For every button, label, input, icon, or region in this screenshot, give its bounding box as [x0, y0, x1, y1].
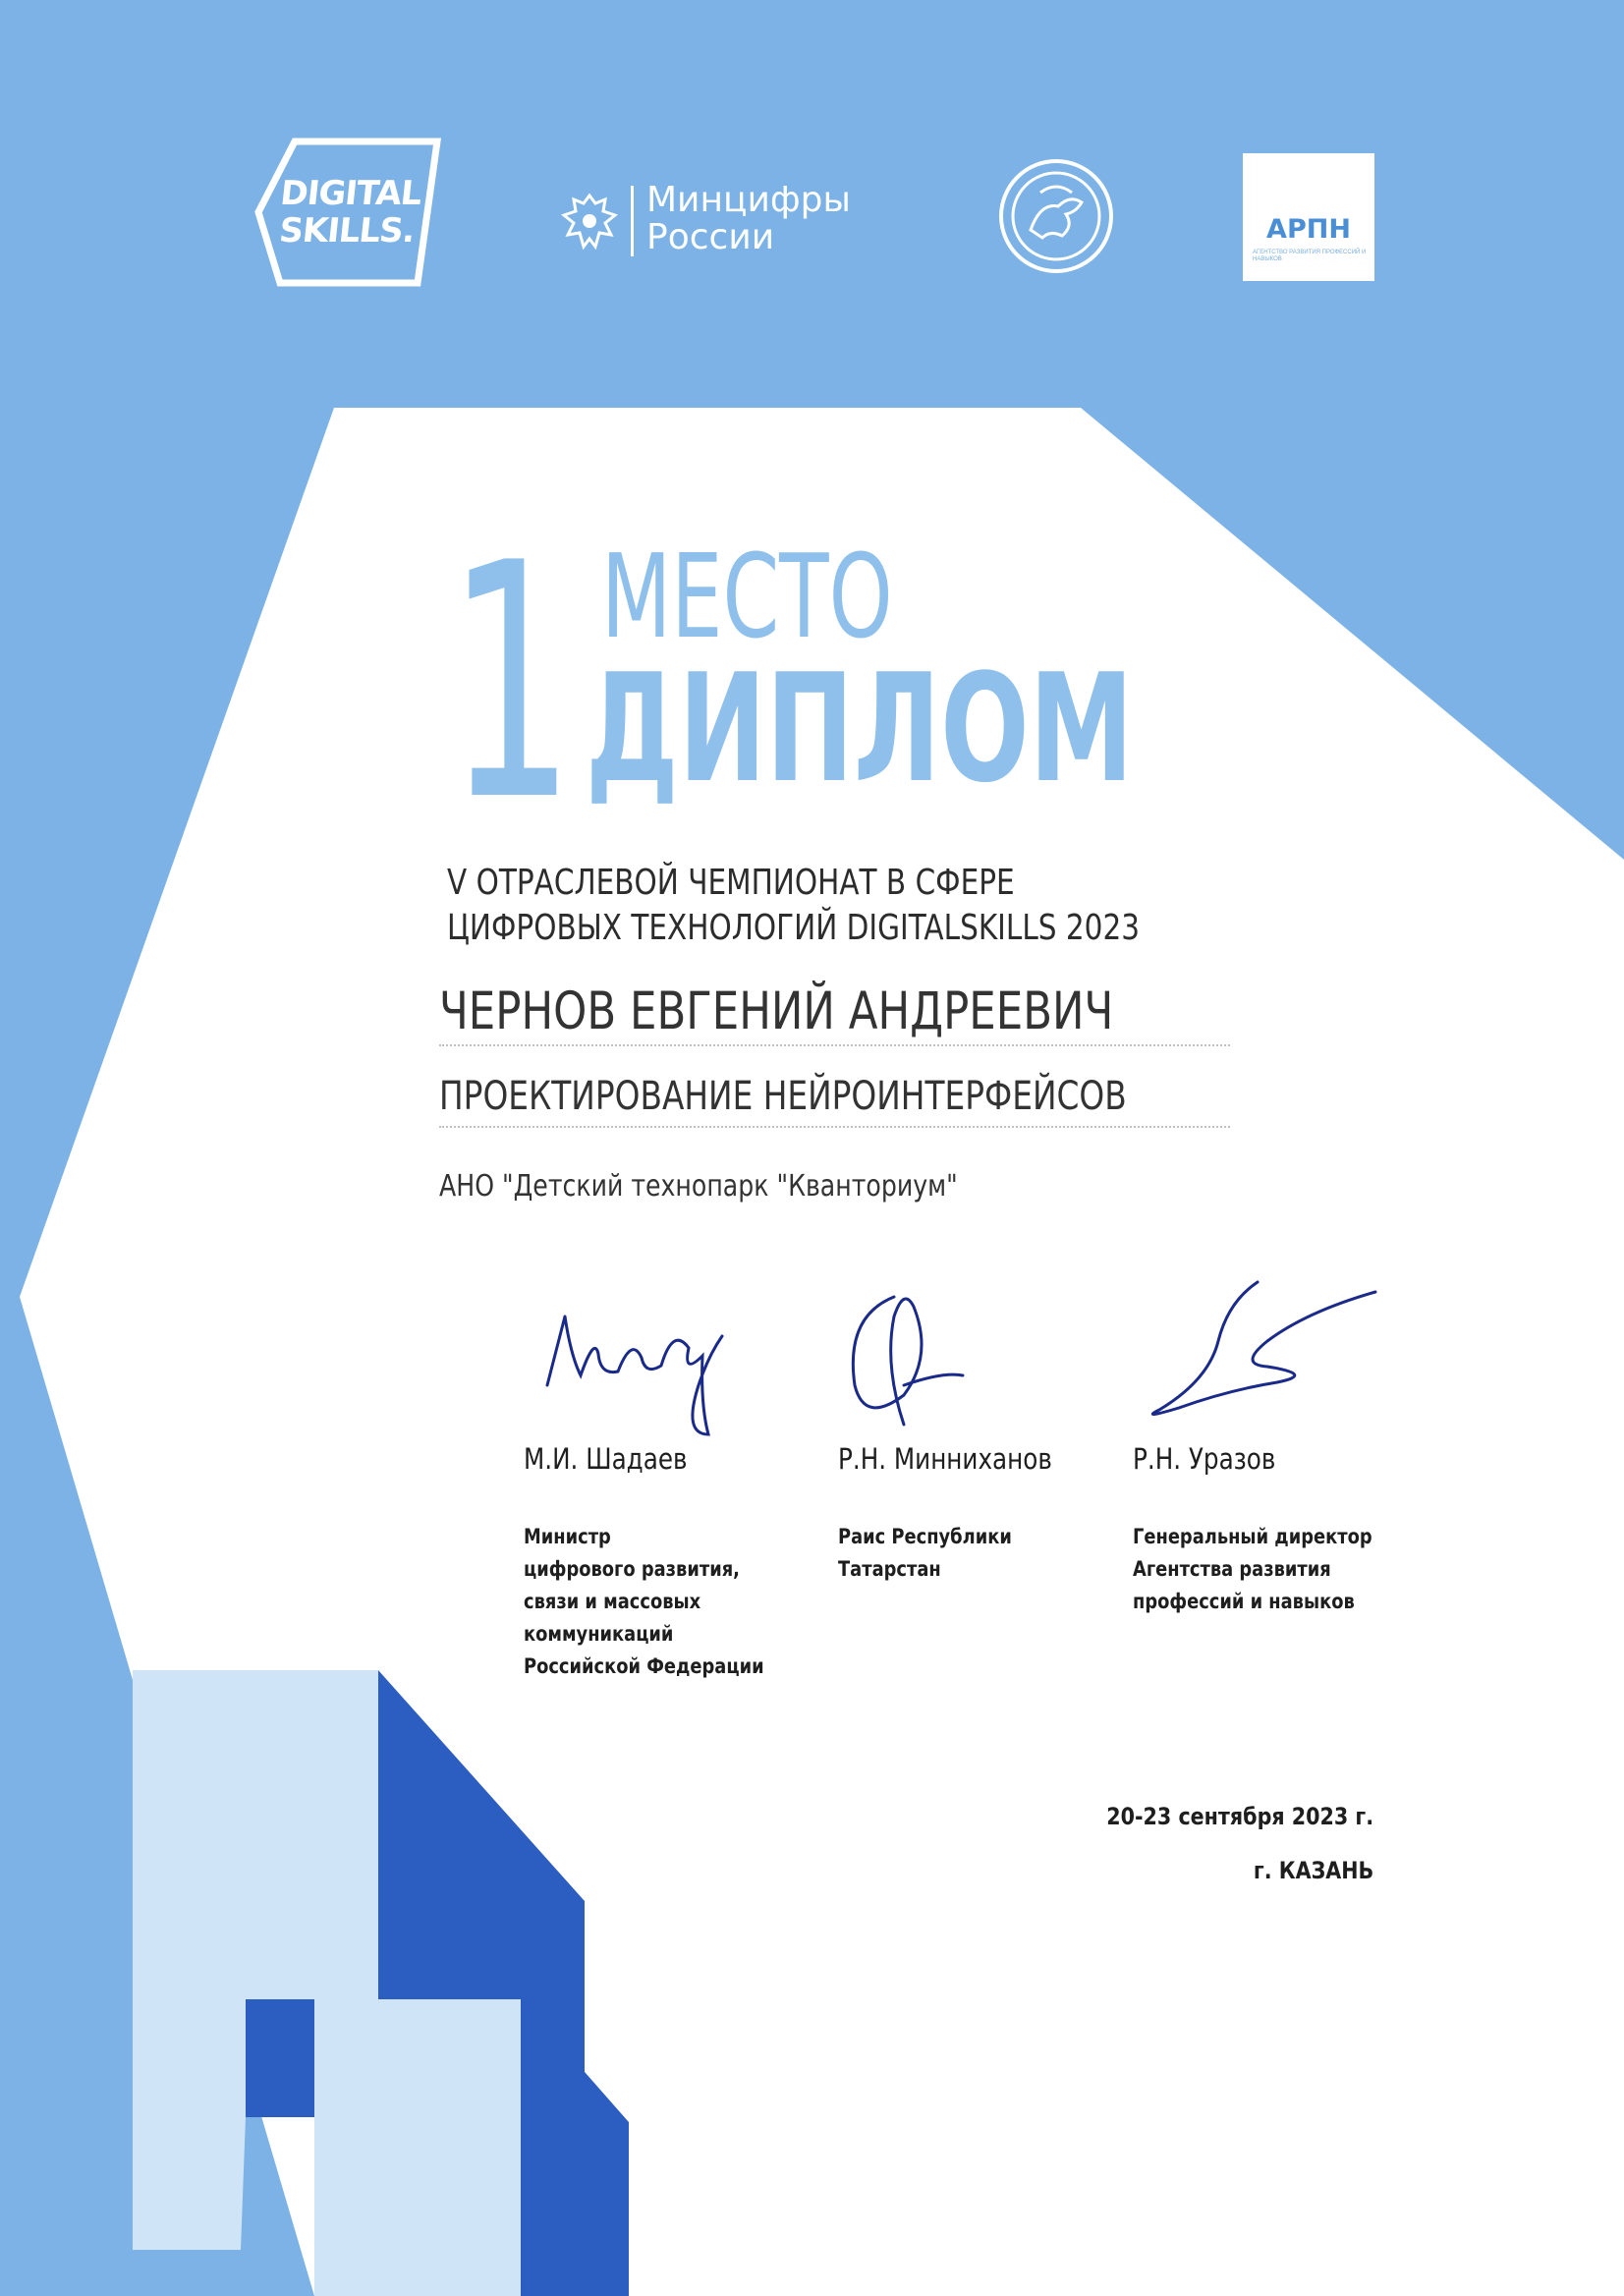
place-word: МЕСТО — [601, 529, 893, 664]
signature-shadaev — [535, 1297, 742, 1449]
signatory-1-role-line: Министр — [524, 1525, 611, 1548]
recipient-organization: АНО "Детский технопарк "Кванториум" — [439, 1169, 958, 1204]
event-date: 20-23 сентября 2023 г. — [1106, 1803, 1373, 1830]
arpn-subtitle: АГЕНТСТВО РАЗВИТИЯ ПРОФЕССИЙ И НАВЫКОВ — [1253, 250, 1367, 262]
cube-pale-small — [314, 1999, 521, 2296]
signature-urazov — [1120, 1272, 1385, 1429]
signatory-1-role-line: цифрового развития, — [524, 1557, 740, 1581]
signature-minnikhanov — [835, 1277, 982, 1444]
digital-skills-line1: DIGITAL — [278, 174, 423, 213]
name-underline — [439, 1044, 1230, 1046]
arpn-logo — [1243, 153, 1374, 281]
signatory-1-role-line: связи и массовых — [524, 1590, 701, 1613]
event-city: г. КАЗАНЬ — [1253, 1857, 1373, 1884]
signatory-2-role-line: Раис Республики — [838, 1525, 1012, 1548]
digital-skills-line2: SKILLS. — [277, 211, 417, 251]
place-number: 1 — [447, 494, 576, 871]
event-line1: V ОТРАСЛЕВОЙ ЧЕМПИОНАТ В СФЕРЕ — [447, 863, 1015, 903]
mincifry-line2: России — [646, 217, 775, 257]
signatory-3-role-line: Генеральный директор — [1133, 1525, 1372, 1548]
signatory-1-name: М.И. Шадаев — [524, 1442, 688, 1476]
diploma-word: ДИПЛОМ — [586, 642, 1134, 815]
specialty-underline — [439, 1126, 1230, 1128]
signatory-3-role-line: профессий и навыков — [1133, 1590, 1355, 1613]
event-line2: ЦИФРОВЫХ ТЕХНОЛОГИЙ DIGITALSKILLS 2023 — [447, 908, 1141, 948]
signatory-2-role-line: Татарстан — [838, 1557, 941, 1581]
digital-skills-logo — [251, 136, 447, 295]
mincifry-logo — [560, 182, 894, 270]
signatory-1-role-line: Российской Федерации — [524, 1654, 764, 1678]
signatory-3-role-line: Агентства развития — [1133, 1557, 1331, 1581]
signatory-1-role-line: коммуникаций — [524, 1622, 674, 1646]
tatarstan-seal-icon — [997, 157, 1115, 275]
signatory-3-role — [1133, 1521, 1372, 1618]
arpn-title: АРПН — [1266, 214, 1351, 245]
recipient-specialty: ПРОЕКТИРОВАНИЕ НЕЙРОИНТЕРФЕЙСОВ — [439, 1074, 1127, 1119]
event-title — [447, 861, 1140, 951]
recipient-name: ЧЕРНОВ ЕВГЕНИЙ АНДРЕЕВИЧ — [439, 981, 1114, 1041]
mincifry-line1: Минцифры — [646, 180, 851, 220]
signatory-1-role — [524, 1521, 764, 1683]
logo-divider — [631, 186, 634, 256]
russian-eagle-icon — [560, 190, 619, 258]
signatory-2-name: Р.Н. Минниханов — [838, 1442, 1052, 1476]
signatory-2-role — [838, 1521, 1012, 1586]
signatory-3-name: Р.Н. Уразов — [1133, 1442, 1276, 1476]
